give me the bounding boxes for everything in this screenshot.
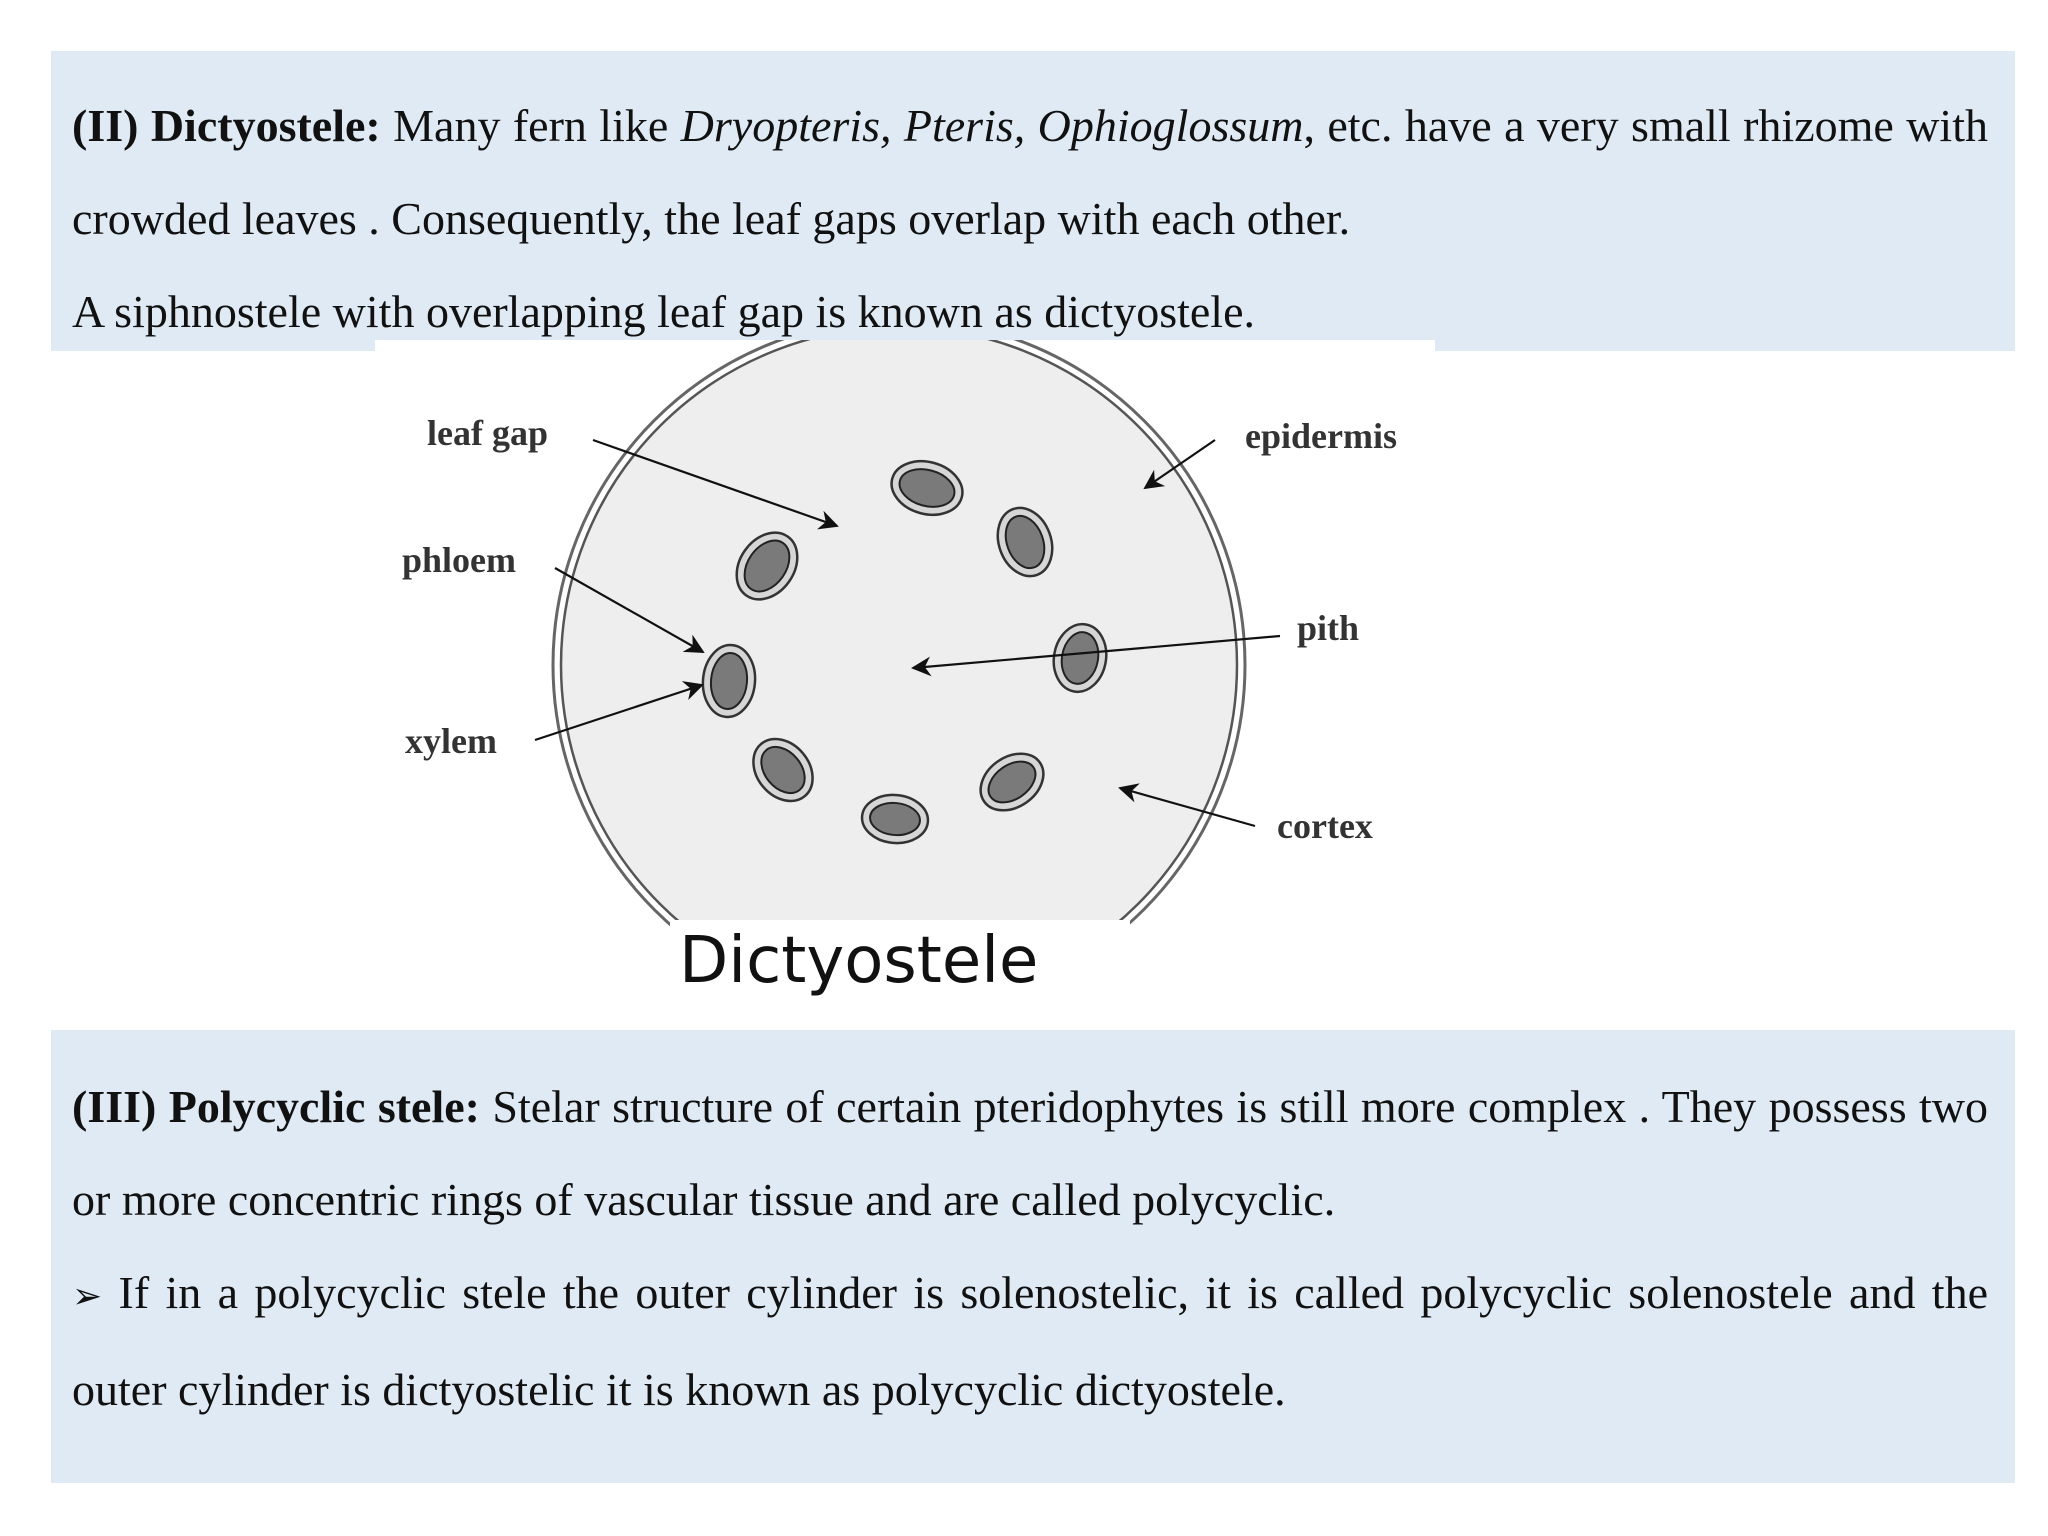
label-pith: pith bbox=[1297, 608, 1360, 648]
dictyostele-figure bbox=[375, 340, 1435, 1005]
figure-caption: Dictyostele bbox=[679, 924, 1039, 998]
polycyclic-section bbox=[51, 1030, 2015, 1483]
dictyostele-text-1: Many fern like bbox=[380, 100, 681, 151]
dictyostele-definition: A siphnostele with overlapping leaf gap is known as dictyostele. bbox=[72, 286, 1255, 337]
dictyostele-section bbox=[51, 51, 2015, 351]
label-leaf-gap: leaf gap bbox=[427, 413, 548, 453]
polycyclic-bullet bbox=[72, 1246, 1988, 1436]
label-xylem: xylem bbox=[405, 721, 497, 761]
polycyclic-text: Stelar structure of certain pteridophytes is still more complex . They possess two or more concentric rings of vascular tissue and are called polycyclic. bbox=[72, 1081, 1988, 1225]
arrow-bullet-icon: ➢ bbox=[72, 1276, 103, 1316]
dictyostele-text-2: , etc. have a very small rhizome with crowded leaves . Consequently, the leaf gaps overlap with each other. bbox=[72, 100, 1988, 244]
cortex-ground-tissue bbox=[561, 340, 1237, 1003]
label-cortex: cortex bbox=[1277, 806, 1373, 846]
polycyclic-heading: (III) Polycyclic stele: bbox=[72, 1081, 480, 1132]
dictyostele-diagram bbox=[375, 340, 1435, 1005]
polycyclic-bullet-text: If in a polycyclic stele the outer cylinder is solenostelic, it is called polycyclic solenostele and the outer cylinder is dictyostelic it is known as polycyclic dictyostele. bbox=[72, 1267, 1988, 1415]
label-phloem: phloem bbox=[402, 540, 517, 580]
dictyostele-heading: (II) Dictyostele: bbox=[72, 100, 381, 151]
dictyostele-paragraph bbox=[72, 79, 1988, 265]
label-epidermis: epidermis bbox=[1245, 416, 1397, 456]
fern-genera: Dryopteris, Pteris, Ophioglossum bbox=[680, 100, 1304, 151]
polycyclic-paragraph bbox=[72, 1060, 1988, 1246]
